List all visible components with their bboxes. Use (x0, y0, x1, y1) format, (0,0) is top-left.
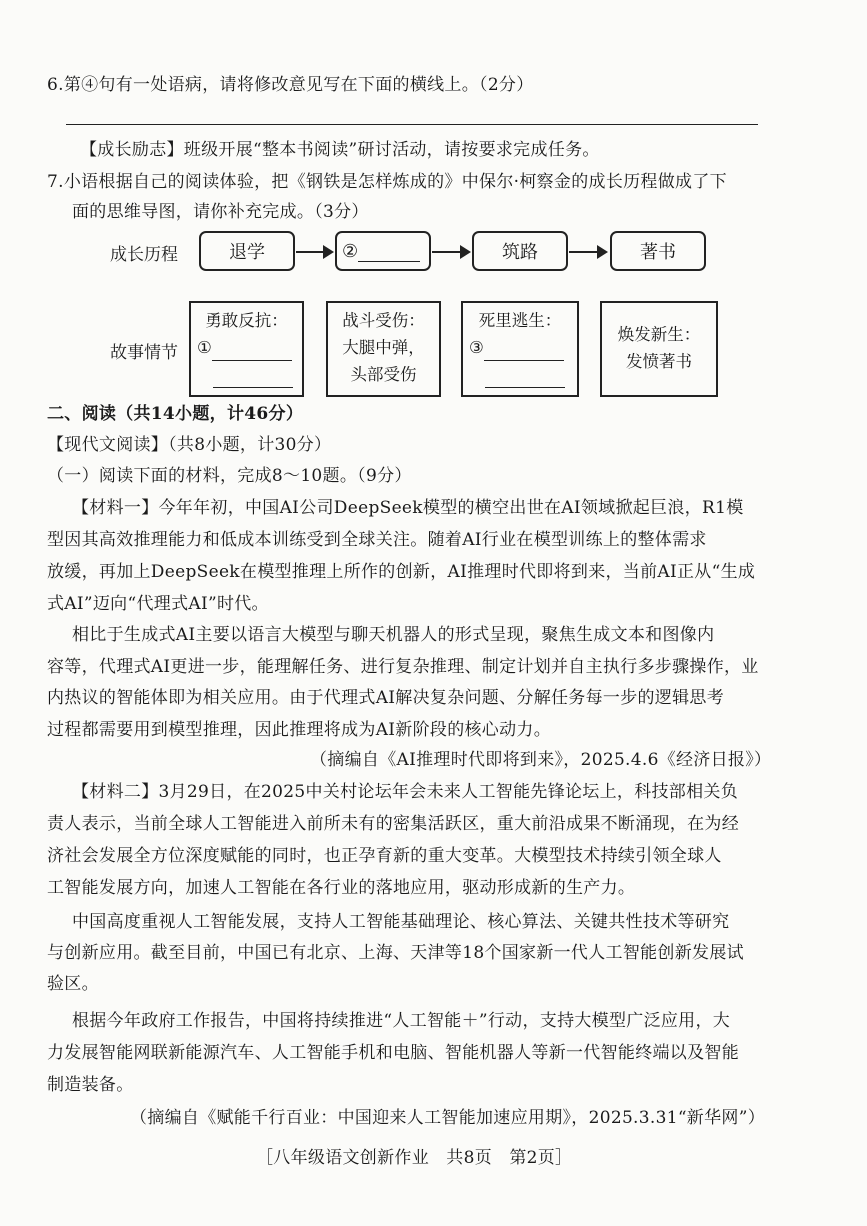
arrow-2 (432, 251, 469, 253)
material-1-line: 相比于生成式AI主要以语言大模型与聊天机器人的形式呈现，聚焦生成文本和图像内 (72, 625, 715, 645)
modern-reading-heading: 【现代文阅读】（共8小题，计30分） (47, 435, 332, 455)
arrow-1 (296, 251, 332, 253)
plot-3-blank-2[interactable] (485, 367, 565, 388)
plot-box-1 (189, 301, 304, 397)
question-7-line1: 7.小语根据自己的阅读体验，把《钢铁是怎样炼成的》中保尔·柯察金的成长历程做成了下 (47, 172, 727, 192)
material-2-line: 与创新应用。截至目前，中国已有北京、上海、天津等18个国家新一代人工智能创新发展试 (47, 943, 744, 963)
material-2-line: 济社会发展全方位深度赋能的同时，也正孕育新的重大变革。大模型技术持续引领全球人 (47, 846, 722, 866)
plot-2-line2: 大腿中弹， (342, 338, 425, 357)
plot-1-number: ① (197, 338, 212, 357)
stage-box-4 (610, 231, 706, 271)
material-1-line: 内热议的智能体即为相关应用。由于代理式AI解决复杂问题、分解任务每一步的逻辑思考 (47, 688, 724, 708)
row-label-plot: 故事情节 (110, 343, 178, 363)
stage-2-blank[interactable] (358, 241, 420, 262)
plot-1-blank-1[interactable] (212, 340, 292, 361)
material-2-line: 根据今年政府工作报告，中国将持续推进“人工智能＋”行动，支持大模型广泛应用，大 (72, 1011, 731, 1031)
question-7-line2: 面的思维导图，请你补充完成。（3分） (72, 202, 369, 222)
stage-4-text: 著书 (640, 242, 676, 263)
material-1-line: 容等，代理式AI更进一步，能理解任务、进行复杂推理、制定计划并自主执行多步骤操作，业 (47, 657, 759, 677)
material-2-line: 工智能发展方向，加速人工智能在各行业的落地应用，驱动形成新的生产力。 (47, 878, 636, 898)
material-2-line: 制造装备。 (47, 1075, 134, 1095)
material-2-line: 验区。 (47, 974, 99, 994)
row-label-growth: 成长历程 (110, 245, 178, 265)
plot-box-3 (461, 301, 579, 397)
plot-box-2 (326, 301, 441, 397)
stage-box-2 (335, 231, 431, 271)
plot-1-title: 勇敢反抗： (205, 311, 288, 330)
material-1-line: 【材料一】今年年初，中国AI公司DeepSeek模型的横空出世在AI领域掀起巨浪，R1模 (72, 498, 744, 518)
growth-intro: 【成长励志】班级开展“整本书阅读”研讨活动，请按要求完成任务。 (80, 140, 600, 160)
material-2-source: （摘编自《赋能千行百业：中国迎来人工智能加速应用期》，2025.3.31“新华网”） (130, 1108, 765, 1128)
material-1-line: 过程都需要用到模型推理，因此推理将成为AI新阶段的核心动力。 (47, 720, 551, 740)
material-1-source: （摘编自《AI推理时代即将到来》，2025.4.6《经济日报》） (310, 750, 772, 770)
stage-box-1 (199, 231, 295, 271)
part-1-instructions: （一）阅读下面的材料，完成8～10题。（9分） (47, 466, 412, 486)
plot-2-line3: 头部受伤 (350, 365, 417, 384)
plot-2-line1: 战斗受伤： (342, 311, 425, 330)
stage-box-3 (472, 231, 568, 271)
material-1-line: 放缓，再加上DeepSeek在模型推理上所作的创新，AI推理时代即将到来，当前AI正从“生成 (47, 562, 756, 582)
arrow-3 (569, 251, 606, 253)
plot-4-line2: 发愤著书 (626, 352, 692, 371)
plot-box-4 (600, 301, 718, 397)
plot-3-number: ③ (469, 338, 484, 357)
answer-line-q6 (66, 124, 758, 125)
question-6: 6.第④句有一处语病，请将修改意见写在下面的横线上。（2分） (47, 75, 534, 95)
plot-3-blank-1[interactable] (484, 340, 564, 361)
section-2-heading: 二、阅读（共14小题，计46分） (47, 404, 304, 424)
stage-3-text: 筑路 (502, 242, 538, 263)
material-2-line: 力发展智能网联新能源汽车、人工智能手机和电脑、智能机器人等新一代智能终端以及智能 (47, 1043, 739, 1063)
material-1-line: 型因其高效推理能力和低成本训练受到全球关注。随着AI行业在模型训练上的整体需求 (47, 530, 707, 550)
material-1-line: 式AI”迈向“代理式AI”时代。 (47, 594, 269, 614)
plot-4-line1: 焕发新生： (617, 325, 701, 344)
stage-1-text: 退学 (229, 242, 265, 263)
page-footer: ［八年级语文创新作业 共8页 第2页］ (256, 1148, 573, 1168)
plot-1-blank-2[interactable] (213, 367, 293, 388)
plot-3-title: 死里逃生： (478, 311, 562, 330)
material-2-line: 责人表示，当前全球人工智能进入前所未有的密集活跃区，重大前沿成果不断涌现，在为经 (47, 814, 739, 834)
material-2-line: 中国高度重视人工智能发展，支持人工智能基础理论、核心算法、关键共性技术等研究 (72, 912, 730, 932)
material-2-line: 【材料二】3月29日，在2025中关村论坛年会未来人工智能先锋论坛上，科技部相关负 (72, 782, 739, 802)
stage-2-number: ② (342, 240, 359, 262)
